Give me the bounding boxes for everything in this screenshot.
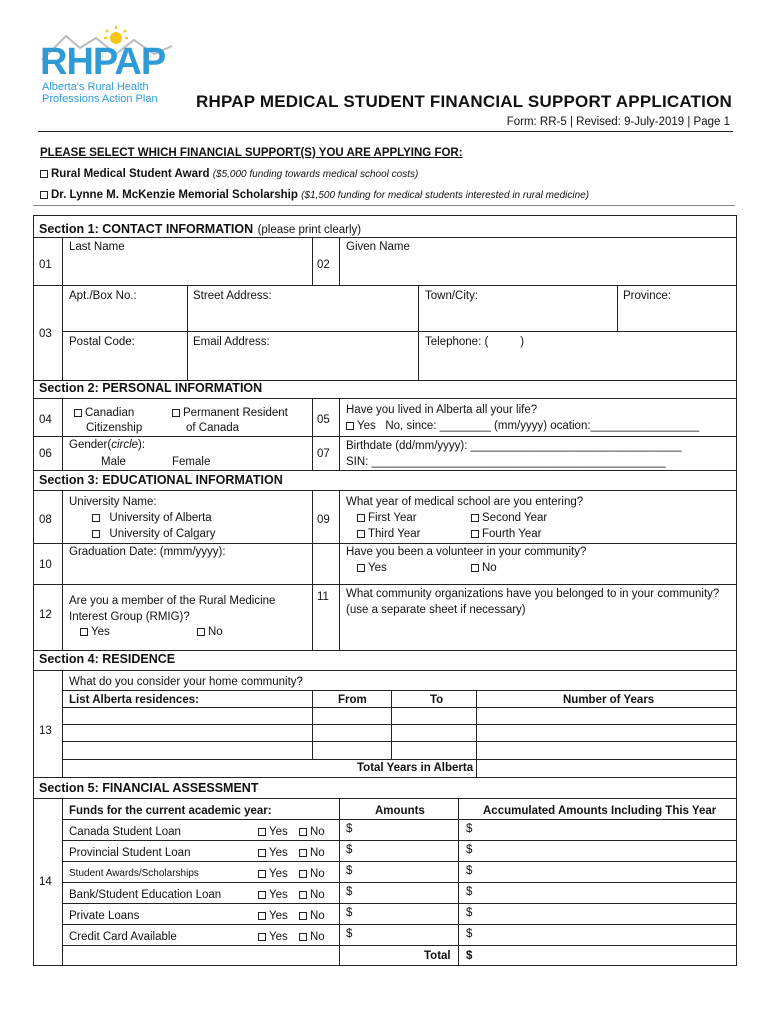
yes-label: Yes xyxy=(269,868,288,880)
accumulated-field[interactable]: $ xyxy=(466,823,473,835)
option-rural-award[interactable] xyxy=(40,167,418,182)
pr-label-2: of Canada xyxy=(186,422,240,434)
to-header: To xyxy=(430,694,444,706)
row-rule xyxy=(62,840,737,841)
yes-label: Yes xyxy=(269,847,288,859)
option2-label: Dr. Lynne M. McKenzie Memorial Scholarship xyxy=(51,189,298,201)
row-rule xyxy=(62,882,737,883)
checkbox[interactable] xyxy=(346,422,354,430)
accumulated-field[interactable]: $ xyxy=(466,886,473,898)
volunteer-no: No xyxy=(482,562,497,574)
lived-yes: Yes xyxy=(357,420,376,432)
ucalgary-option[interactable] xyxy=(92,527,215,541)
rmig-no-option[interactable] xyxy=(197,625,223,639)
field-number-03: 03 xyxy=(39,328,52,340)
first-year-option[interactable] xyxy=(357,511,417,525)
checkbox[interactable] xyxy=(471,514,479,522)
ualberta-option[interactable] xyxy=(92,511,212,525)
town-label: Town/City: xyxy=(425,290,479,302)
option-mckenzie-scholarship[interactable] xyxy=(40,188,589,203)
pr-label: Permanent Resident xyxy=(183,407,288,419)
no-option[interactable] xyxy=(299,825,325,839)
no-option[interactable] xyxy=(299,867,325,881)
financial-row-label: Student Awards/Scholarships xyxy=(69,868,199,879)
volunteer-no-option[interactable] xyxy=(471,561,497,575)
volunteer-question: Have you been a volunteer in your community? xyxy=(346,546,587,558)
residence-row[interactable] xyxy=(63,725,736,741)
given-name-label: Given Name xyxy=(346,241,410,253)
total-dollar[interactable]: $ xyxy=(466,950,473,962)
checkbox[interactable] xyxy=(299,912,307,920)
gender-female[interactable]: Female xyxy=(172,456,211,468)
checkbox[interactable] xyxy=(197,628,205,636)
no-label: No xyxy=(310,868,325,880)
email-label: Email Address: xyxy=(193,336,270,348)
amount-field[interactable]: $ xyxy=(346,823,353,835)
checkbox[interactable] xyxy=(357,530,365,538)
checkbox[interactable] xyxy=(258,891,266,899)
total-years-label: Total Years in Alberta xyxy=(357,762,474,774)
section5-heading: Section 5: FINANCIAL ASSESSMENT xyxy=(39,781,259,795)
no-option[interactable] xyxy=(299,909,325,923)
logo-line2: Professions Action Plan xyxy=(42,93,158,105)
residence-row[interactable] xyxy=(63,742,736,759)
province-label: Province: xyxy=(623,290,671,302)
row-rule xyxy=(62,924,737,925)
from-header: From xyxy=(338,694,367,706)
yes-label: Yes xyxy=(269,931,288,943)
accumulated-field[interactable]: $ xyxy=(466,865,473,877)
amount-field[interactable]: $ xyxy=(346,886,353,898)
citizenship-label: Citizenship xyxy=(86,422,143,434)
financial-row-label: Canada Student Loan xyxy=(69,826,181,838)
second-year-option[interactable] xyxy=(471,511,547,525)
given-name-field[interactable] xyxy=(340,254,736,284)
no-label: No xyxy=(310,910,325,922)
row-rule xyxy=(62,819,737,820)
years-header: Number of Years xyxy=(563,694,655,706)
canadian-label: Canadian xyxy=(85,407,135,419)
no-option[interactable] xyxy=(299,888,325,902)
fourth-year-option[interactable] xyxy=(471,527,541,541)
lived-no: No, since: ________ (mm/yyyy) ocation:_________________ xyxy=(385,420,700,432)
university-label: University Name: xyxy=(69,496,157,508)
funds-header: Funds for the current academic year: xyxy=(69,805,272,817)
gender-label: Gender(circle): xyxy=(69,439,146,451)
canadian-option[interactable] xyxy=(74,406,134,420)
row-rule xyxy=(62,945,737,946)
divider xyxy=(33,205,735,206)
field-number-09: 09 xyxy=(317,514,330,526)
financial-row-label: Bank/Student Education Loan xyxy=(69,889,222,901)
yes-option[interactable] xyxy=(258,909,288,923)
accumulated-field[interactable]: $ xyxy=(466,907,473,919)
option1-note: ($5,000 funding towards medical school costs) xyxy=(212,169,419,180)
checkbox[interactable] xyxy=(299,870,307,878)
yes-option[interactable] xyxy=(258,888,288,902)
field-number-06: 06 xyxy=(39,448,52,460)
second-year-label: Second Year xyxy=(482,512,548,524)
ualberta-label: University of Alberta xyxy=(109,512,212,524)
yes-label: Yes xyxy=(269,826,288,838)
checkbox[interactable] xyxy=(258,828,266,836)
rhpap-logo xyxy=(38,24,178,110)
rmig-no: No xyxy=(208,626,223,638)
organizations-note: (use a separate sheet if necessary) xyxy=(346,604,526,616)
no-option[interactable] xyxy=(299,846,325,860)
section4-heading: Section 4: RESIDENCE xyxy=(39,652,176,666)
field-number-13: 13 xyxy=(39,725,52,737)
checkbox[interactable] xyxy=(80,628,88,636)
yes-option[interactable] xyxy=(258,846,288,860)
residence-row[interactable] xyxy=(63,708,736,724)
telephone-label: Telephone: ( ) xyxy=(425,336,525,348)
first-year-label: First Year xyxy=(368,512,417,524)
checkbox[interactable] xyxy=(40,191,48,199)
checkbox[interactable] xyxy=(357,564,365,572)
yes-option[interactable] xyxy=(258,825,288,839)
checkbox[interactable] xyxy=(299,891,307,899)
accumulated-field[interactable]: $ xyxy=(466,928,473,940)
no-label: No xyxy=(310,826,325,838)
third-year-label: Third Year xyxy=(368,528,421,540)
yes-label: Yes xyxy=(269,889,288,901)
no-option[interactable] xyxy=(299,930,325,944)
lived-answer[interactable] xyxy=(346,419,699,433)
field-number-05: 05 xyxy=(317,414,330,426)
financial-row-label: Private Loans xyxy=(69,910,140,922)
fourth-year-label: Fourth Year xyxy=(482,528,542,540)
ucalgary-label: University of Calgary xyxy=(109,528,216,540)
graduation-label: Graduation Date: (mmm/yyyy): xyxy=(69,546,226,558)
checkbox[interactable] xyxy=(357,514,365,522)
checkbox[interactable] xyxy=(258,912,266,920)
logo-line1: Alberta's Rural Health xyxy=(42,81,149,93)
checkbox[interactable] xyxy=(258,933,266,941)
form-title: RHPAP MEDICAL STUDENT FINANCIAL SUPPORT APPLICATION xyxy=(196,92,732,111)
header-rule xyxy=(38,131,733,132)
home-community-question: What do you consider your home community? xyxy=(69,676,303,688)
total-label: Total xyxy=(424,950,451,962)
field-number-04: 04 xyxy=(39,414,52,426)
financial-row-label: Provincial Student Loan xyxy=(69,847,191,859)
yes-label: Yes xyxy=(269,910,288,922)
sin-field[interactable]: SIN: ______________________________________________ xyxy=(346,456,666,468)
section1-title xyxy=(39,220,361,238)
section2-heading: Section 2: PERSONAL INFORMATION xyxy=(39,381,263,395)
checkbox[interactable] xyxy=(172,409,180,417)
field-number-02: 02 xyxy=(317,259,330,271)
apt-label: Apt./Box No.: xyxy=(69,290,137,302)
checkbox[interactable] xyxy=(471,564,479,572)
financial-row-label: Credit Card Available xyxy=(69,931,177,943)
amount-field[interactable]: $ xyxy=(346,928,353,940)
logo-letters: RHPAP xyxy=(40,41,166,83)
checkbox[interactable] xyxy=(92,530,100,538)
row-rule xyxy=(62,903,737,904)
organizations-question: What community organizations have you belonged to in your community? xyxy=(346,588,720,600)
amounts-header: Amounts xyxy=(375,805,425,817)
checkbox[interactable] xyxy=(299,828,307,836)
checkbox[interactable] xyxy=(258,870,266,878)
section1-note: (please print clearly) xyxy=(257,224,362,236)
pr-option[interactable] xyxy=(172,406,288,420)
section1-heading: Section 1: CONTACT INFORMATION xyxy=(39,222,254,236)
rmig-yes: Yes xyxy=(91,626,110,638)
option2-note: ($1,500 funding for medical students interested in rural medicine) xyxy=(301,190,590,201)
accumulated-header: Accumulated Amounts Including This Year xyxy=(483,805,717,817)
field-number-08: 08 xyxy=(39,514,52,526)
field-number-07: 07 xyxy=(317,448,330,460)
residences-header: List Alberta residences: xyxy=(69,694,199,706)
rmig-question-1: Are you a member of the Rural Medicine xyxy=(69,595,276,607)
checkbox[interactable] xyxy=(40,170,48,178)
accumulated-field[interactable]: $ xyxy=(466,844,473,856)
field-number-10: 10 xyxy=(39,559,52,571)
field-number-01: 01 xyxy=(39,259,52,271)
rmig-yes-option[interactable] xyxy=(80,625,110,639)
yes-option[interactable] xyxy=(258,930,288,944)
lived-question: Have you lived in Alberta all your life? xyxy=(346,404,538,416)
street-label: Street Address: xyxy=(193,290,272,302)
year-question: What year of medical school are you entering? xyxy=(346,496,584,508)
no-label: No xyxy=(310,889,325,901)
field-number-11: 11 xyxy=(317,591,329,603)
checkbox[interactable] xyxy=(299,933,307,941)
no-label: No xyxy=(310,931,325,943)
checkbox[interactable] xyxy=(92,514,100,522)
rmig-question-2: Interest Group (RMIG)? xyxy=(69,611,190,623)
birthdate-field[interactable]: Birthdate (dd/mm/yyyy): _________________________________ xyxy=(346,440,682,452)
volunteer-yes: Yes xyxy=(368,562,387,574)
row-rule xyxy=(62,861,737,862)
amount-field[interactable]: $ xyxy=(346,865,353,877)
gender-male[interactable]: Male xyxy=(101,456,126,468)
last-name-label: Last Name xyxy=(69,241,125,253)
checkbox[interactable] xyxy=(258,849,266,857)
no-label: No xyxy=(310,847,325,859)
last-name-field[interactable] xyxy=(63,254,311,284)
checkbox[interactable] xyxy=(299,849,307,857)
form-info: Form: RR-5 | Revised: 9-July-2019 | Page 1 xyxy=(506,116,730,128)
third-year-option[interactable] xyxy=(357,527,420,541)
yes-option[interactable] xyxy=(258,867,288,881)
option1-label: Rural Medical Student Award xyxy=(51,168,210,180)
amount-field[interactable]: $ xyxy=(346,844,353,856)
section3-heading: Section 3: EDUCATIONAL INFORMATION xyxy=(39,473,283,487)
amount-field[interactable]: $ xyxy=(346,907,353,919)
field-number-14: 14 xyxy=(39,876,52,888)
volunteer-yes-option[interactable] xyxy=(357,561,387,575)
checkbox[interactable] xyxy=(74,409,82,417)
postal-label: Postal Code: xyxy=(69,336,135,348)
checkbox[interactable] xyxy=(471,530,479,538)
select-heading: PLEASE SELECT WHICH FINANCIAL SUPPORT(S) YOU ARE APPLYING FOR: xyxy=(40,147,463,159)
field-number-12: 12 xyxy=(39,609,52,621)
